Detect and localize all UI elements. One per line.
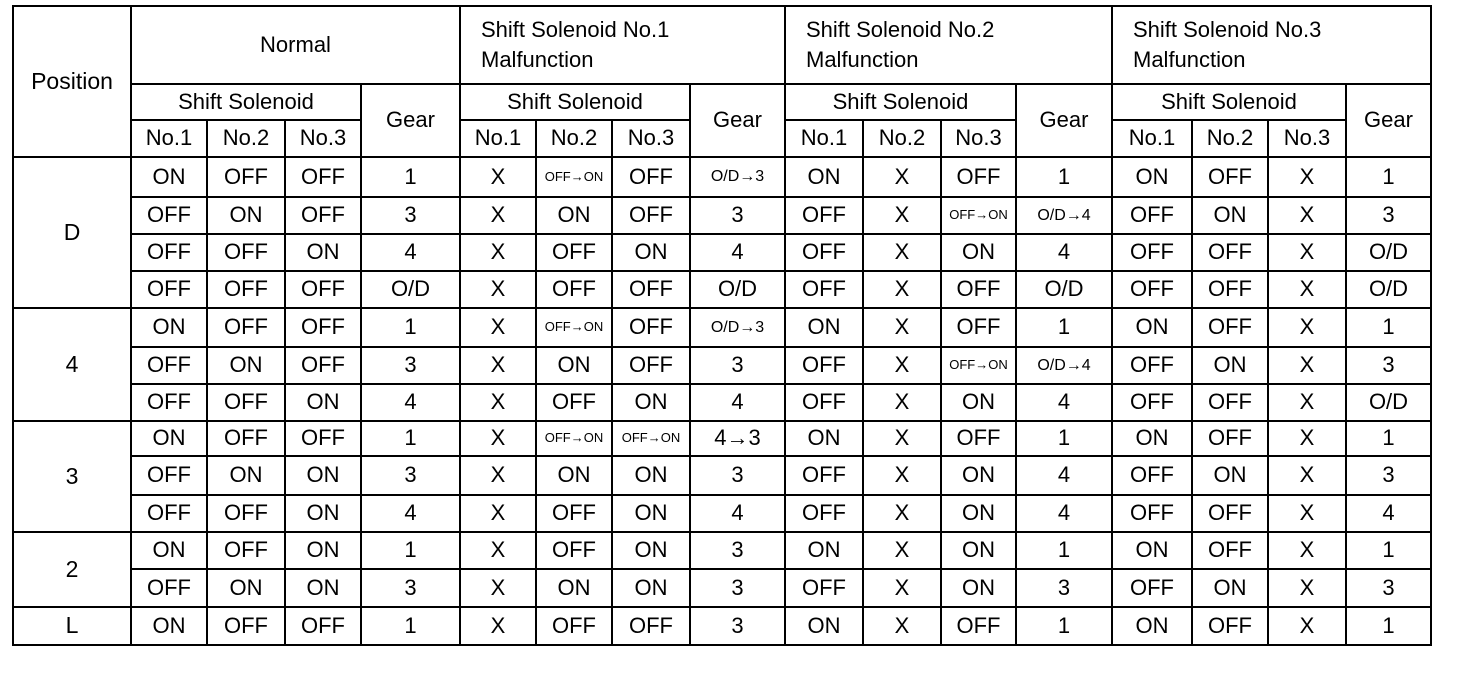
no2-header: No.2 [1192,120,1268,157]
sol2-no2-cell: X [863,456,941,495]
sol1-no2-cell: OFF [536,384,612,421]
table-row [13,495,1431,532]
sol3-no1-cell: OFF [1112,347,1192,384]
normal-no1-cell: OFF [131,384,207,421]
sol2-no1-cell: OFF [785,384,863,421]
normal-no2-cell: ON [207,569,285,607]
normal-no1-cell: OFF [131,569,207,607]
normal-gear-cell: 3 [361,347,460,384]
sol2-no1-cell: OFF [785,456,863,495]
sol3-no3-cell: X [1268,607,1346,645]
group-header-solenoid-1 [460,6,785,84]
shift-solenoid-header: Shift Solenoid [460,84,690,120]
sol3-no2-cell: OFF [1192,308,1268,347]
sol3-no2-cell: OFF [1192,234,1268,271]
sol3-no2-cell: ON [1192,347,1268,384]
normal-gear-cell: 1 [361,421,460,456]
table-row [13,569,1431,607]
solenoid-malfunction-table [12,5,1432,646]
position-cell: 4 [13,308,131,421]
sol2-no3-cell: OFF [941,308,1016,347]
sol3-no3-cell: X [1268,384,1346,421]
sol1-no1-cell: X [460,271,536,308]
sol3-gear-cell: 3 [1346,456,1431,495]
group-title-line1: Normal [260,32,331,58]
sol3-no3-cell: X [1268,234,1346,271]
normal-no3-cell: ON [285,456,361,495]
normal-no2-cell: OFF [207,271,285,308]
sol2-gear-cell: 4 [1016,384,1112,421]
normal-no3-cell: OFF [285,421,361,456]
normal-no1-cell: OFF [131,271,207,308]
sol3-gear-cell: 1 [1346,308,1431,347]
sol3-no1-cell: ON [1112,607,1192,645]
normal-no1-cell: ON [131,607,207,645]
normal-gear-cell: 4 [361,234,460,271]
sol3-no1-cell: ON [1112,532,1192,569]
sol2-gear-cell: 4 [1016,456,1112,495]
sol2-no3-cell: OFF [941,271,1016,308]
sol2-gear-cell: O/D→4 [1016,197,1112,234]
sol1-gear-cell: 3 [690,532,785,569]
table-row [13,197,1431,234]
sol2-no3-cell: ON [941,234,1016,271]
sol2-no3-cell: OFF [941,157,1016,197]
sol1-no1-cell: X [460,532,536,569]
normal-gear-cell: 1 [361,157,460,197]
sol3-no2-cell: OFF [1192,384,1268,421]
no3-header: No.3 [612,120,690,157]
sol3-no1-cell: OFF [1112,456,1192,495]
sol1-gear-cell: 3 [690,569,785,607]
sol3-no1-cell: OFF [1112,569,1192,607]
table-row [13,607,1431,645]
position-cell: L [13,607,131,645]
position-header: Position [13,6,131,157]
sol1-no3-cell: OFF→ON [612,421,690,456]
header-row-subgroups [13,84,1431,120]
sol2-gear-cell: 1 [1016,532,1112,569]
normal-no2-cell: OFF [207,157,285,197]
sol3-no1-cell: ON [1112,421,1192,456]
sol1-no1-cell: X [460,197,536,234]
sol2-no1-cell: ON [785,421,863,456]
normal-no2-cell: OFF [207,234,285,271]
group-title-line1: Shift Solenoid No.3 [1133,17,1322,43]
normal-gear-cell: 4 [361,384,460,421]
sol1-no3-cell: ON [612,495,690,532]
normal-no2-cell: OFF [207,495,285,532]
sol3-no3-cell: X [1268,421,1346,456]
sol2-no3-cell: OFF [941,607,1016,645]
table-row [13,234,1431,271]
sol1-gear-cell: 3 [690,456,785,495]
normal-no3-cell: ON [285,234,361,271]
table-row [13,421,1431,456]
sol1-no3-cell: ON [612,532,690,569]
normal-no3-cell: ON [285,532,361,569]
normal-no1-cell: OFF [131,456,207,495]
gear-header: Gear [1346,84,1431,157]
normal-no1-cell: OFF [131,234,207,271]
sol1-gear-cell: O/D→3 [690,157,785,197]
sol1-no1-cell: X [460,421,536,456]
normal-gear-cell: 1 [361,532,460,569]
sol2-no2-cell: X [863,607,941,645]
sol3-no1-cell: OFF [1112,495,1192,532]
normal-no2-cell: ON [207,347,285,384]
sol1-no2-cell: OFF [536,271,612,308]
sol1-no3-cell: ON [612,384,690,421]
normal-no1-cell: ON [131,421,207,456]
sol3-no3-cell: X [1268,308,1346,347]
sol3-no2-cell: OFF [1192,532,1268,569]
sol2-no1-cell: ON [785,157,863,197]
shift-solenoid-header: Shift Solenoid [785,84,1016,120]
sol1-no1-cell: X [460,495,536,532]
sol2-no3-cell: ON [941,384,1016,421]
sol3-gear-cell: 1 [1346,421,1431,456]
sol1-no1-cell: X [460,607,536,645]
normal-gear-cell: 1 [361,607,460,645]
sol2-gear-cell: 1 [1016,607,1112,645]
normal-no1-cell: ON [131,157,207,197]
sol1-gear-cell: 4 [690,495,785,532]
normal-gear-cell: 1 [361,308,460,347]
normal-no3-cell: OFF [285,197,361,234]
sol3-no2-cell: OFF [1192,607,1268,645]
no1-header: No.1 [131,120,207,157]
sol3-no3-cell: X [1268,456,1346,495]
sol1-gear-cell: 3 [690,197,785,234]
sol1-no1-cell: X [460,347,536,384]
sol3-gear-cell: 1 [1346,157,1431,197]
table-row [13,157,1431,197]
sol1-no3-cell: OFF [612,347,690,384]
group-header-normal [131,6,460,84]
normal-no2-cell: OFF [207,421,285,456]
normal-no1-cell: OFF [131,197,207,234]
group-header-solenoid-3 [1112,6,1431,84]
sol3-no1-cell: OFF [1112,234,1192,271]
normal-no2-cell: ON [207,456,285,495]
sol1-no2-cell: ON [536,197,612,234]
normal-no3-cell: OFF [285,347,361,384]
sol3-no3-cell: X [1268,495,1346,532]
sol2-no1-cell: ON [785,532,863,569]
sol1-no3-cell: OFF [612,197,690,234]
sol1-gear-cell: O/D [690,271,785,308]
sol2-no3-cell: ON [941,456,1016,495]
sol1-no2-cell: ON [536,569,612,607]
normal-no2-cell: OFF [207,384,285,421]
sol3-gear-cell: 1 [1346,532,1431,569]
sol3-no1-cell: ON [1112,157,1192,197]
sol1-gear-cell: 4 [690,384,785,421]
sol2-no1-cell: OFF [785,569,863,607]
sol1-no2-cell: OFF→ON [536,157,612,197]
sol3-no3-cell: X [1268,197,1346,234]
sol2-no2-cell: X [863,421,941,456]
shift-solenoid-header: Shift Solenoid [131,84,361,120]
sol1-no1-cell: X [460,234,536,271]
normal-gear-cell: 3 [361,569,460,607]
sol2-no2-cell: X [863,384,941,421]
sol3-gear-cell: O/D [1346,271,1431,308]
no2-header: No.2 [863,120,941,157]
sol2-gear-cell: O/D [1016,271,1112,308]
sol2-no1-cell: ON [785,308,863,347]
sol2-no3-cell: ON [941,495,1016,532]
normal-no1-cell: OFF [131,495,207,532]
sol1-gear-cell: 4 [690,234,785,271]
sol2-gear-cell: 4 [1016,495,1112,532]
sol1-no2-cell: ON [536,347,612,384]
normal-no3-cell: ON [285,569,361,607]
sol1-no2-cell: ON [536,456,612,495]
no1-header: No.1 [785,120,863,157]
sol3-gear-cell: 3 [1346,347,1431,384]
normal-no1-cell: ON [131,532,207,569]
sol1-gear-cell: 3 [690,607,785,645]
normal-no2-cell: ON [207,197,285,234]
sol2-no2-cell: X [863,532,941,569]
sol2-no3-cell: OFF→ON [941,197,1016,234]
sol1-no1-cell: X [460,384,536,421]
group-title-line1: Shift Solenoid No.1 [481,17,670,43]
sol3-no3-cell: X [1268,271,1346,308]
sol2-gear-cell: O/D→4 [1016,347,1112,384]
sol1-no1-cell: X [460,308,536,347]
sol1-no2-cell: OFF [536,607,612,645]
table-row [13,271,1431,308]
no3-header: No.3 [1268,120,1346,157]
sol2-gear-cell: 1 [1016,157,1112,197]
sol3-no2-cell: ON [1192,197,1268,234]
sol1-no3-cell: OFF [612,308,690,347]
sol2-no3-cell: OFF [941,421,1016,456]
group-title-line1: Shift Solenoid No.2 [806,17,995,43]
sol2-no2-cell: X [863,308,941,347]
sol3-gear-cell: 1 [1346,607,1431,645]
sol3-no1-cell: OFF [1112,197,1192,234]
sol2-gear-cell: 4 [1016,234,1112,271]
no3-header: No.3 [941,120,1016,157]
sol2-no1-cell: OFF [785,495,863,532]
sol2-no3-cell: ON [941,569,1016,607]
sol3-no1-cell: OFF [1112,384,1192,421]
sol3-no1-cell: ON [1112,308,1192,347]
sol3-no3-cell: X [1268,569,1346,607]
sol3-no3-cell: X [1268,347,1346,384]
sol3-no2-cell: ON [1192,456,1268,495]
sol1-no3-cell: ON [612,456,690,495]
gear-header: Gear [690,84,785,157]
sol1-no3-cell: OFF [612,271,690,308]
sol1-gear-cell: 3 [690,347,785,384]
normal-gear-cell: 4 [361,495,460,532]
group-title-line2: Malfunction [806,47,919,72]
sol1-no2-cell: OFF [536,234,612,271]
normal-no2-cell: OFF [207,308,285,347]
sol1-no3-cell: ON [612,234,690,271]
shift-solenoid-header: Shift Solenoid [1112,84,1346,120]
sol1-no3-cell: ON [612,569,690,607]
normal-gear-cell: 3 [361,456,460,495]
header-row-groups [13,6,1431,84]
normal-no2-cell: OFF [207,532,285,569]
normal-no1-cell: ON [131,308,207,347]
sol1-no2-cell: OFF [536,495,612,532]
sol3-no1-cell: OFF [1112,271,1192,308]
sol1-no1-cell: X [460,456,536,495]
sol2-no3-cell: ON [941,532,1016,569]
sol3-gear-cell: 4 [1346,495,1431,532]
sol2-no2-cell: X [863,347,941,384]
gear-header: Gear [1016,84,1112,157]
no1-header: No.1 [1112,120,1192,157]
normal-no3-cell: OFF [285,308,361,347]
sol2-no2-cell: X [863,569,941,607]
normal-gear-cell: 3 [361,197,460,234]
sol3-no2-cell: OFF [1192,157,1268,197]
normal-no3-cell: OFF [285,157,361,197]
sol3-gear-cell: O/D [1346,234,1431,271]
normal-no2-cell: OFF [207,607,285,645]
sol3-no2-cell: OFF [1192,271,1268,308]
no2-header: No.2 [536,120,612,157]
sol3-no2-cell: OFF [1192,495,1268,532]
gear-header: Gear [361,84,460,157]
normal-no3-cell: ON [285,495,361,532]
sol2-no2-cell: X [863,157,941,197]
group-title-line2: Malfunction [1133,47,1246,72]
sol2-no3-cell: OFF→ON [941,347,1016,384]
sol3-no2-cell: ON [1192,569,1268,607]
sol1-gear-cell: O/D→3 [690,308,785,347]
table-row [13,347,1431,384]
position-cell: 3 [13,421,131,532]
normal-gear-cell: O/D [361,271,460,308]
sol2-no2-cell: X [863,234,941,271]
table-row [13,456,1431,495]
normal-no3-cell: OFF [285,271,361,308]
sol2-no1-cell: ON [785,607,863,645]
group-title-line2: Malfunction [481,47,594,72]
table-row [13,532,1431,569]
normal-no3-cell: ON [285,384,361,421]
sol1-no1-cell: X [460,157,536,197]
no2-header: No.2 [207,120,285,157]
sol3-gear-cell: 3 [1346,569,1431,607]
no3-header: No.3 [285,120,361,157]
position-cell: 2 [13,532,131,607]
sol1-no3-cell: OFF [612,607,690,645]
sol2-no2-cell: X [863,197,941,234]
no1-header: No.1 [460,120,536,157]
sol1-no2-cell: OFF→ON [536,308,612,347]
sol2-no1-cell: OFF [785,271,863,308]
sol1-no3-cell: OFF [612,157,690,197]
sol2-no2-cell: X [863,495,941,532]
sol1-no2-cell: OFF [536,532,612,569]
sol3-gear-cell: 3 [1346,197,1431,234]
sol2-no1-cell: OFF [785,197,863,234]
sol2-gear-cell: 1 [1016,421,1112,456]
sol1-no1-cell: X [460,569,536,607]
sol3-gear-cell: O/D [1346,384,1431,421]
sol3-no3-cell: X [1268,532,1346,569]
sol2-no1-cell: OFF [785,347,863,384]
table-row [13,308,1431,347]
sol3-no3-cell: X [1268,157,1346,197]
sol2-no2-cell: X [863,271,941,308]
sol2-gear-cell: 1 [1016,308,1112,347]
group-header-solenoid-2 [785,6,1112,84]
sol1-no2-cell: OFF→ON [536,421,612,456]
normal-no3-cell: OFF [285,607,361,645]
sol2-gear-cell: 3 [1016,569,1112,607]
sol3-no2-cell: OFF [1192,421,1268,456]
table-row [13,384,1431,421]
position-cell: D [13,157,131,308]
sol1-gear-cell: 4→3 [690,421,785,456]
sol2-no1-cell: OFF [785,234,863,271]
normal-no1-cell: OFF [131,347,207,384]
